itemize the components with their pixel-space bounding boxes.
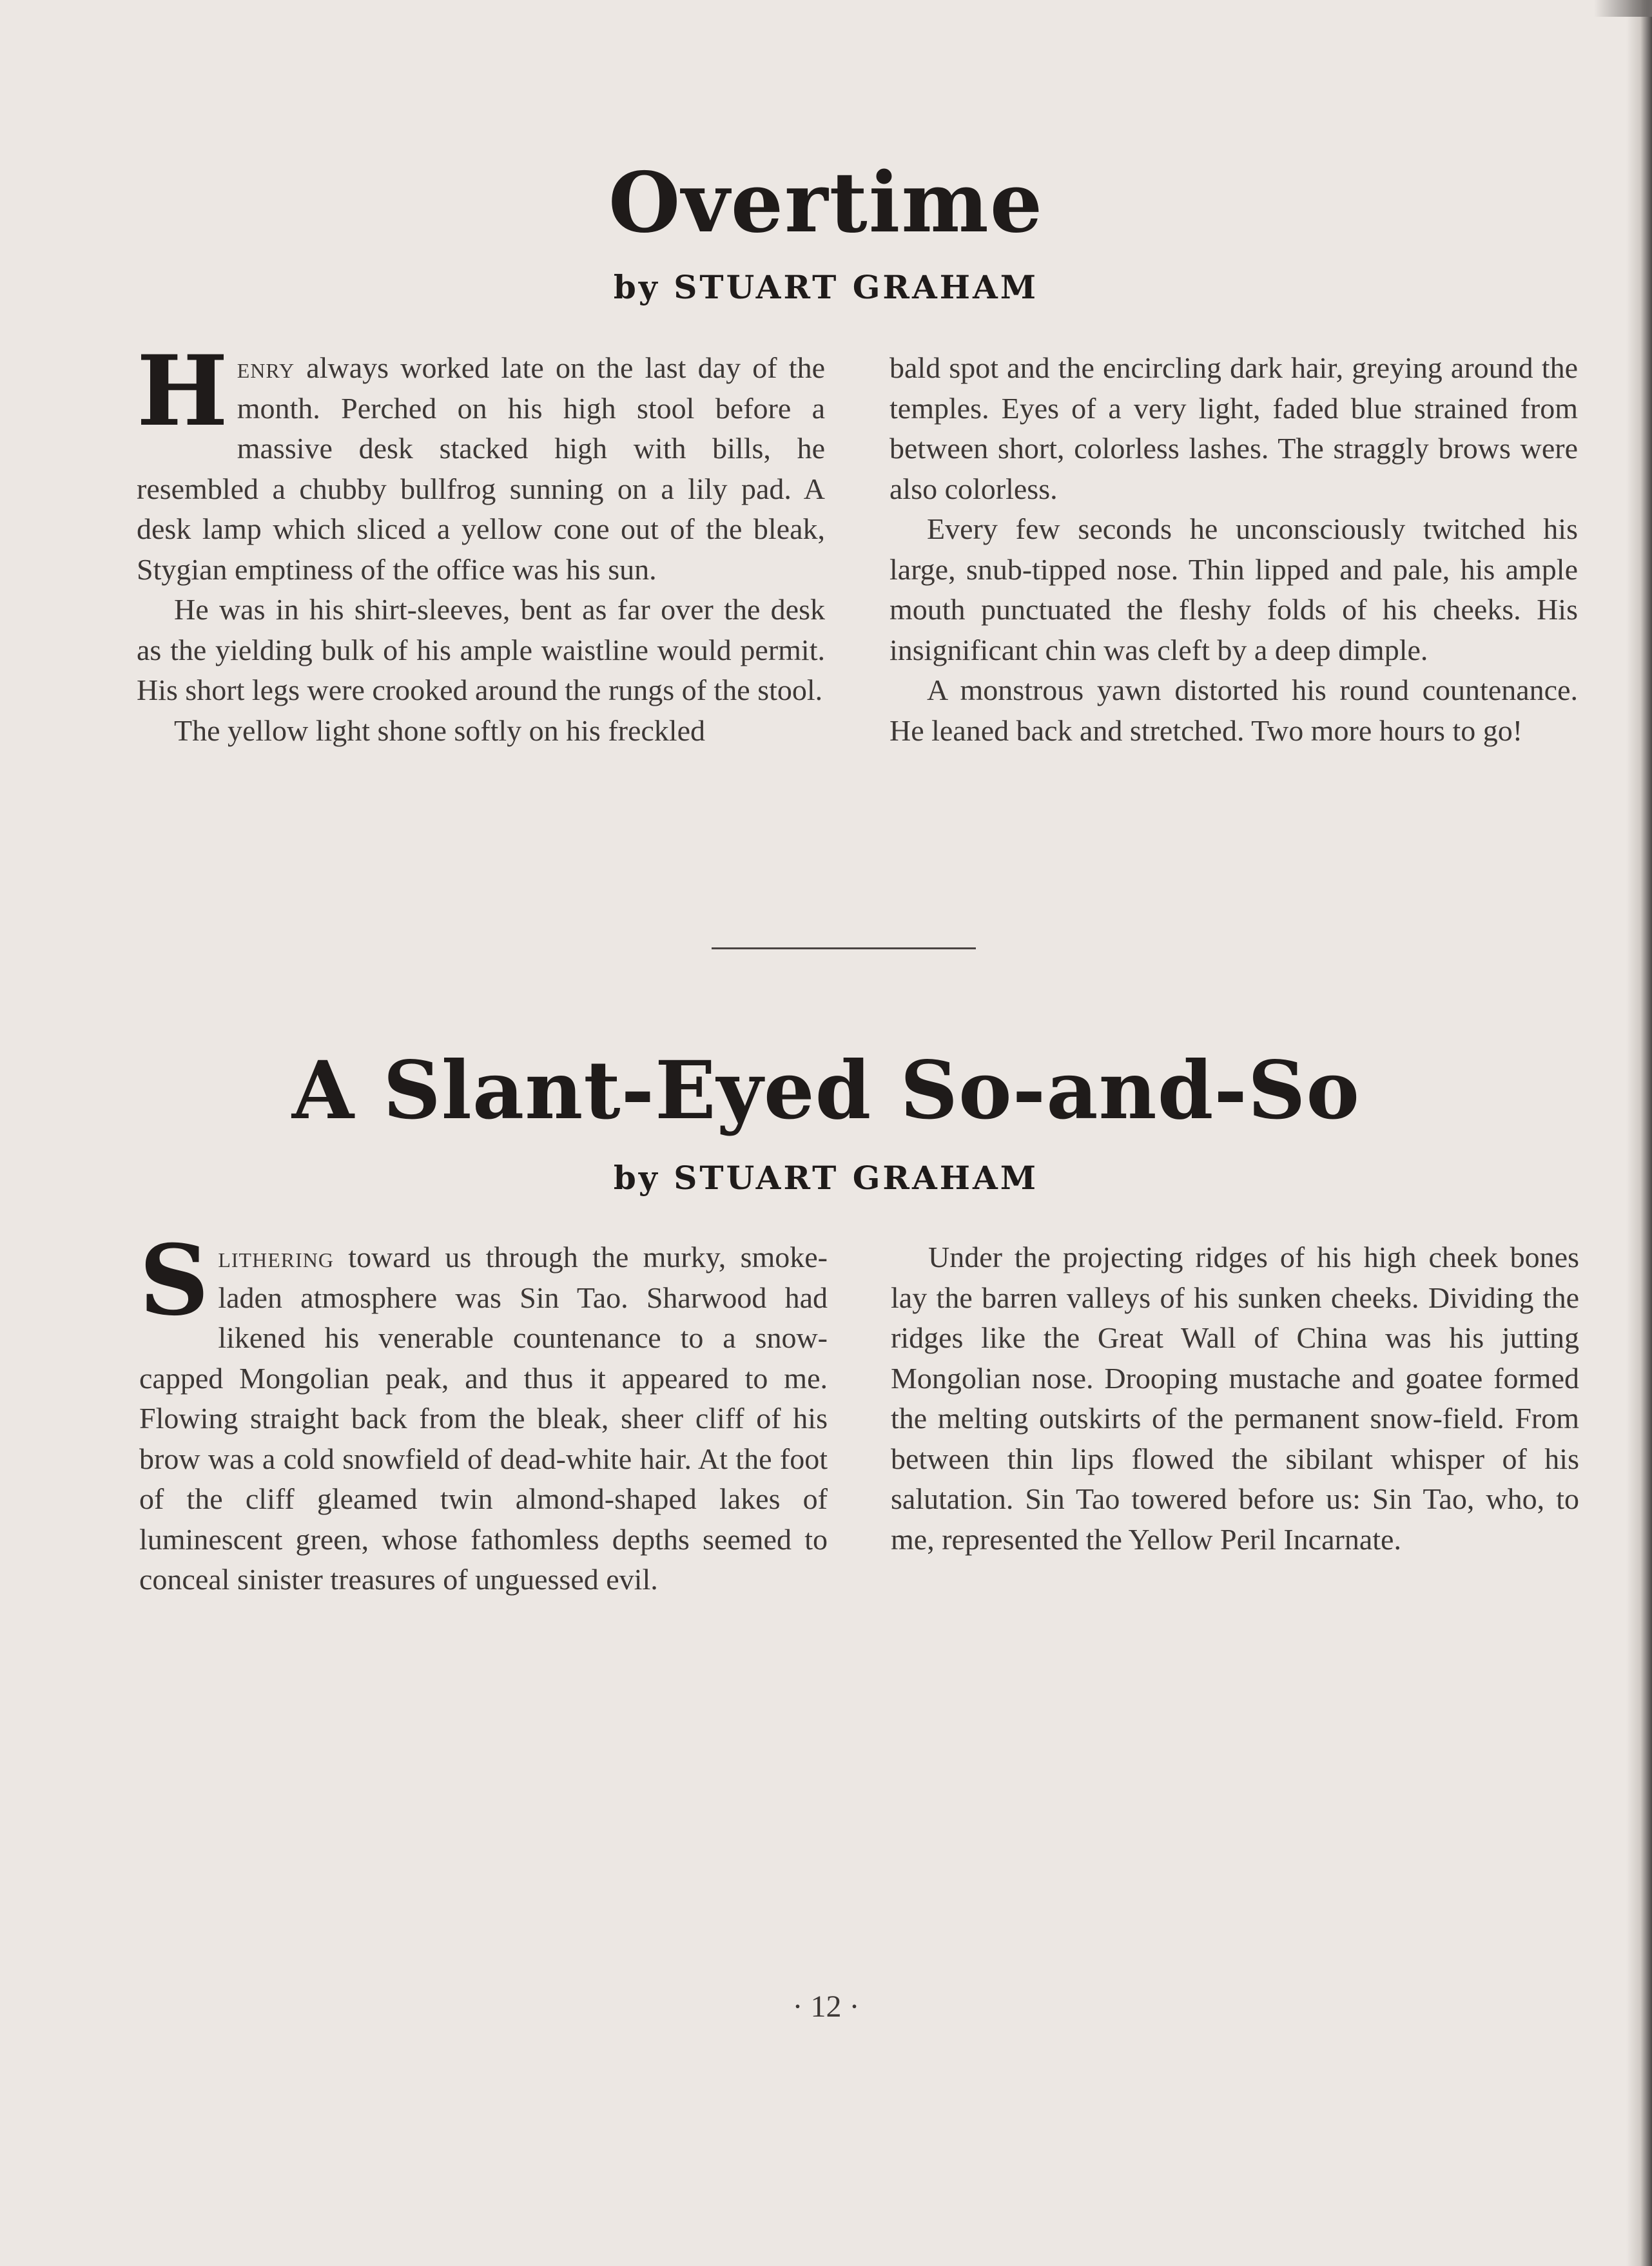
page-number: · 12 · [792,1990,860,2024]
story-1-paragraph: A monstrous yawn distorted his round countenance. He leaned back and stretched. Two more hours to go! [889,673,1578,747]
page-corner-shadow [1594,0,1652,17]
story-1-title: Overtime [608,155,1044,251]
story-1-paragraph: Every few seconds he unconsciously twitched his large, snub-tipped nose. Thin lipped and pale, his ample mouth punctuated the fleshy folds of his cheeks. His insignificant chin was cleft by a deep dimple. [889,512,1578,666]
story-1-left-column [137,334,825,751]
story-2-left-column [139,1224,828,1600]
story-1-paragraph: The yellow light shone softly on his freckled [174,713,706,747]
story-2-right-column [891,1237,1579,1560]
story-2-lead-word: lithering [218,1241,334,1273]
story-2-paragraph [139,1224,828,1600]
section-divider [712,947,976,949]
story-1-paragraph-text: always worked late on the last day of the month. Perched on his high stool before a massive desk stacked high with bills, he resembled a chubby bullfrog sunning on a lily pad. A desk lamp which sliced a yellow cone out of the bleak, Stygian emptiness of the office was his sun. [137,351,825,586]
story-1-paragraph [137,334,825,590]
story-2-byline: by STUART GRAHAM [613,1159,1039,1197]
story-1-right-column [889,348,1578,751]
story-1-lead-word: enry [237,351,295,384]
story-2-title: A Slant-Eyed So-and-So [291,1044,1361,1138]
story-2-paragraph: Under the projecting ridges of his high cheek bones lay the barren valleys of his sunken cheeks. Dividing the ridges like the Great Wall of China was his jutting Mongolian nose. Drooping mustache and goatee formed the melting outskirts of the permanent snow-field. From between thin lips flowed the sibilant whisper of his salutation. Sin Tao towered before us: Sin Tao, who, to me, represented the Yellow Peril Incarnate. [891,1241,1579,1556]
story-1-byline: by STUART GRAHAM [613,268,1039,306]
story-1-paragraph: bald spot and the encircling dark hair, greying around the temples. Eyes of a very light, faded blue strained from between short, colorless lashes. The straggly brows were also colorless. [889,351,1578,505]
story-1-paragraph: He was in his shirt-sleeves, bent as far over the desk as the yielding bulk of his ample waistline would permit. His short legs were crooked around the rungs of the stool. [137,593,825,706]
story-2-paragraph-text: toward us through the murky, smoke-laden atmosphere was Sin Tao. Sharwood had likened his venerable countenance to a snow-capped Mongolian peak, and thus it appeared to me. Flowing straight back from the bleak, sheer cliff of his brow was a cold snowfield of dead-white hair. At the foot of the cliff gleamed twin almond-shaped lakes of luminescent green, whose fathomless depths seemed to conceal sinister treasures of unguessed evil. [139,1241,828,1596]
story-2-dropcap: S [139,1224,209,1337]
story-1-dropcap: H [137,334,228,448]
